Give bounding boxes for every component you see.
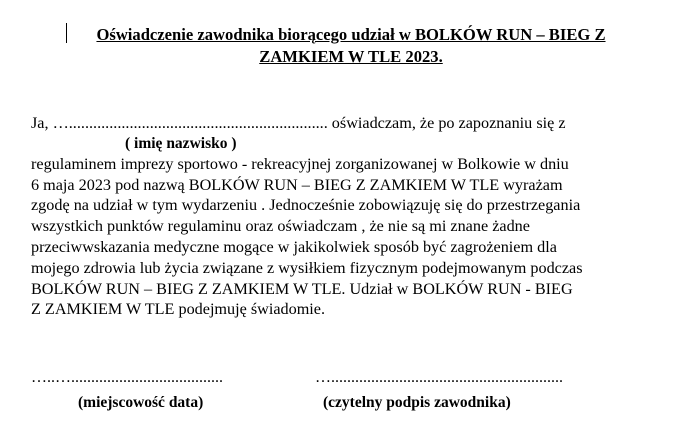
place-date-line: …..…...................................... xyxy=(31,369,223,386)
statement-line: regulaminem imprezy sportowo - rekreacyjnej zorganizowanej w Bolkowie w dniu xyxy=(31,154,569,173)
name-field-label: ( imię nazwisko ) xyxy=(125,134,237,152)
statement-paragraph xyxy=(31,113,671,320)
statement-line: przeciwwskazania medyczne mogące w jakikolwiek sposób być zagrożeniem dla xyxy=(31,237,557,256)
statement-line: mojego zdrowia lub życia związane z wysiłkiem fizycznym podejmowanym podczas xyxy=(31,258,583,277)
signature-line: ….......................................................... xyxy=(315,369,563,386)
statement-line: wszystkich punktów regulaminu oraz oświadczam , że nie są mi znane żadne xyxy=(31,217,530,236)
title-line-2: ZAMKIEM W TLE 2023. xyxy=(259,47,443,66)
place-date-label: (miejscowość data) xyxy=(78,394,204,411)
statement-line: zgodę na udział w tym wydarzeniu . Jednocześnie zobowiązuję się do przestrzegania xyxy=(31,196,581,215)
statement-line: 6 maja 2023 pod nazwą BOLKÓW RUN – BIEG Z ZAMKIEM W TLE wyrażam xyxy=(31,175,563,194)
title-line-1: Oświadczenie zawodnika biorącego udział w BOLKÓW RUN – BIEG Z xyxy=(96,25,606,44)
statement-line: BOLKÓW RUN – BIEG Z ZAMKIEM W TLE. Udział w BOLKÓW RUN - BIEG xyxy=(31,279,573,298)
document-title xyxy=(30,24,672,68)
statement-first-line: Ja, …................................................................ oświadczam, że po zapoznaniu się z xyxy=(31,114,566,132)
statement-line: Z ZAMKIEM W TLE podejmuję świadomie. xyxy=(31,300,326,319)
signature-label: (czytelny podpis zawodnika) xyxy=(323,394,511,411)
